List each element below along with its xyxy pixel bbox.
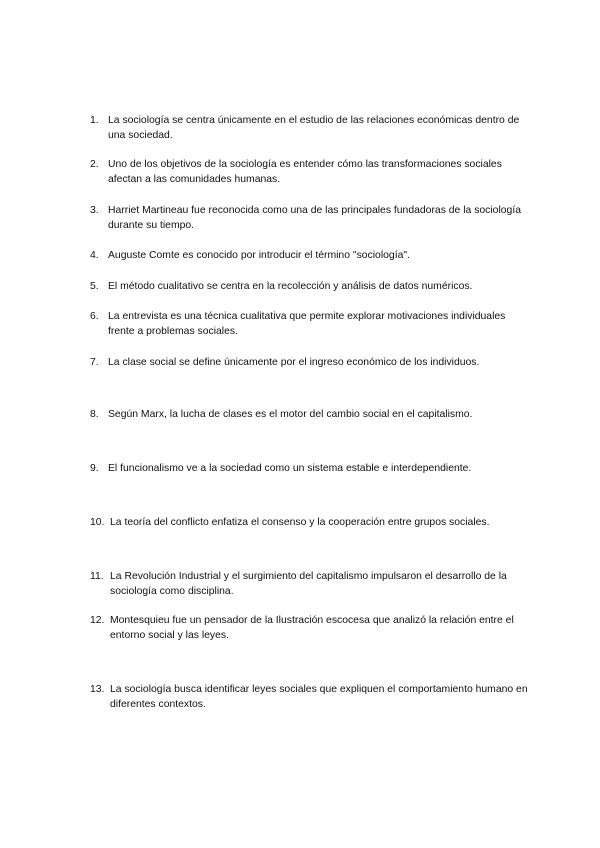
question-text: Según Marx, la lucha de clases es el motor del cambio social en el capitalismo. (108, 409, 473, 420)
question-text: Auguste Comte es conocido por introducir el término "sociología". (108, 250, 410, 261)
question-text: Montesquieu fue un pensador de la Ilustración escocesa que analizó la relación entre el entorno social y las leyes. (110, 615, 514, 641)
question-number: 6. (90, 311, 99, 322)
question-number: 8. (90, 409, 99, 420)
question-text: Harriet Martineau fue reconocida como una de las principales fundadoras de la sociología durante su tiempo. (108, 205, 521, 231)
question-number: 10. (90, 517, 105, 528)
question-item-7 (90, 356, 530, 371)
question-number: 7. (90, 357, 99, 368)
question-item-9 (90, 462, 530, 477)
question-number: 11. (90, 571, 104, 582)
question-item-11 (90, 570, 530, 599)
question-text: La Revolución Industrial y el surgimiento del capitalismo impulsaron el desarrollo de la sociología como disciplina. (110, 571, 507, 597)
question-number: 1. (90, 115, 99, 126)
question-number: 3. (90, 205, 99, 216)
question-text: El funcionalismo ve a la sociedad como un sistema estable e interdependiente. (108, 463, 472, 474)
question-text: El método cualitativo se centra en la recolección y análisis de datos numéricos. (108, 281, 473, 292)
question-item-12 (90, 614, 530, 643)
question-text: La clase social se define únicamente por el ingreso económico de los individuos. (108, 357, 480, 368)
question-item-6 (90, 310, 530, 339)
question-text: Uno de los objetivos de la sociología es entender cómo las transformaciones sociales afectan a las comunidades humanas. (108, 159, 502, 185)
question-number: 9. (90, 463, 99, 474)
question-number: 2. (90, 159, 99, 170)
question-item-2 (90, 158, 530, 187)
question-number: 4. (90, 250, 99, 261)
question-item-5 (90, 280, 530, 295)
question-text: La sociología se centra únicamente en el estudio de las relaciones económicas dentro de una sociedad. (108, 115, 520, 141)
question-item-4 (90, 249, 530, 264)
question-item-1 (90, 114, 530, 143)
question-item-3 (90, 204, 530, 233)
question-text: La teoría del conflicto enfatiza el consenso y la cooperación entre grupos sociales. (110, 517, 490, 528)
question-number: 12. (90, 615, 105, 626)
question-number: 13. (90, 684, 105, 695)
question-item-10 (90, 516, 530, 531)
question-text: La sociología busca identificar leyes sociales que expliquen el comportamiento humano en diferentes contextos. (110, 684, 528, 710)
question-text: La entrevista es una técnica cualitativa que permite explorar motivaciones individuales frente a problemas sociales. (108, 311, 506, 337)
question-item-13 (90, 683, 530, 712)
question-number: 5. (90, 281, 99, 292)
question-item-8 (90, 408, 530, 423)
